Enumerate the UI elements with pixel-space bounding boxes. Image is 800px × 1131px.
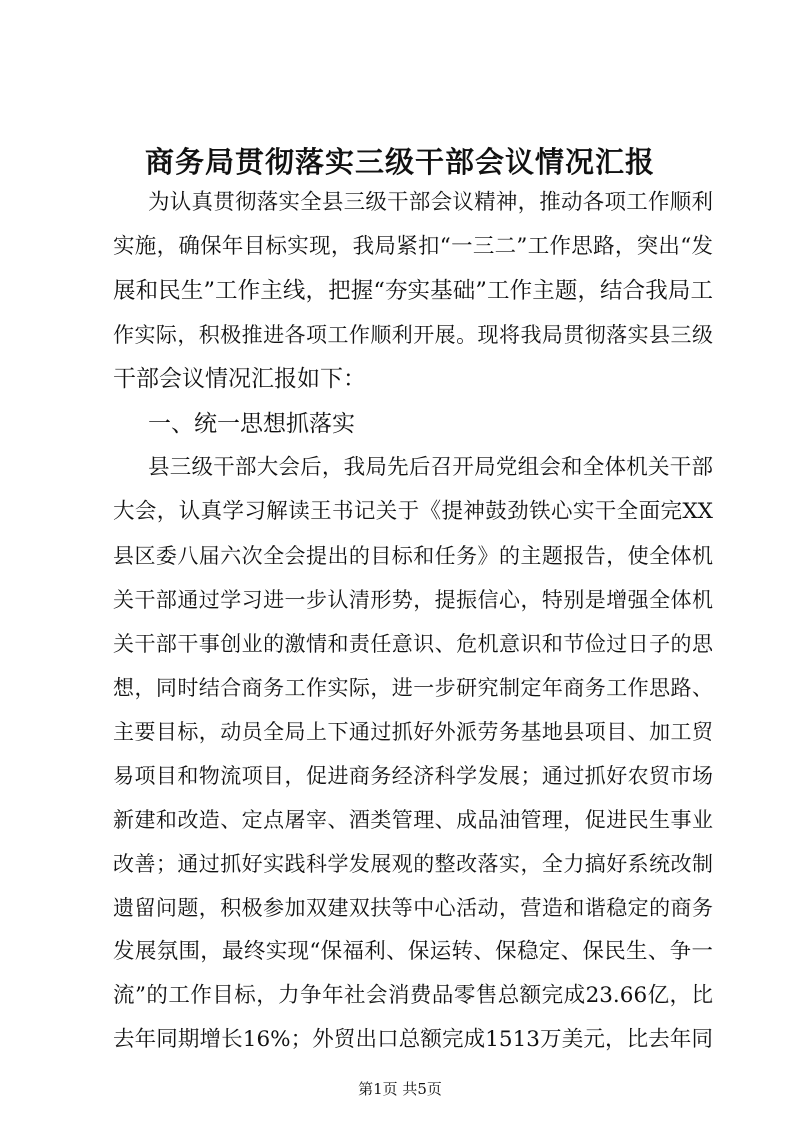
body-line: 发展氛围，最终实现“保福利、保运转、保稳定、保民生、争一 bbox=[113, 939, 713, 964]
section-heading: 一、统一思想抓落实 bbox=[148, 411, 355, 437]
body-line: 展和民生”工作主线，把握“夯实基础”工作主题，结合我局工 bbox=[113, 278, 713, 304]
document-title: 商务局贯彻落实三级干部会议情况汇报 bbox=[144, 145, 655, 179]
body-line: 主要目标，动员全局上下通过抓好外派劳务基地县项目、加工贸 bbox=[113, 720, 713, 744]
body-line: 新建和改造、定点屠宰、酒类管理、成品油管理，促进民生事业 bbox=[113, 808, 713, 832]
body-line: 关干部干事创业的激情和责任意识、危机意识和节俭过日子的思 bbox=[113, 632, 713, 656]
body-line: 关干部通过学习进一步认清形势，提振信心，特别是增强全体机 bbox=[113, 588, 713, 612]
body-line: 大会，认真学习解读王书记关于《提神鼓劲铁心实干全面完XX bbox=[113, 499, 713, 524]
body-line: 县三级干部大会后，我局先后召开局党组会和全体机关干部 bbox=[148, 455, 713, 480]
body-line: 干部会议情况汇报如下： bbox=[113, 366, 366, 392]
body-line: 流”的工作目标，力争年社会消费品零售总额完成23.66亿，比 bbox=[113, 983, 713, 1008]
body-line: 实施，确保年目标实现，我局紧扣“一三二”工作思路，突出“发 bbox=[113, 234, 713, 259]
body-line: 想，同时结合商务工作实际，进一步研究制定年商务工作思路、 bbox=[113, 676, 713, 700]
body-line: 易项目和物流项目，促进商务经济科学发展；通过抓好农贸市场 bbox=[113, 764, 713, 788]
body-line: 县区委八届六次全会提出的目标和任务》的主题报告，使全体机 bbox=[113, 544, 713, 568]
body-line: 去年同期增长16%；外贸出口总额完成1513万美元，比去年同 bbox=[113, 1027, 713, 1052]
body-line: 为认真贯彻落实全县三级干部会议精神，推动各项工作顺利 bbox=[148, 190, 713, 215]
body-line: 遗留问题，积极参加双建双扶等中心活动，营造和谐稳定的商务 bbox=[113, 896, 713, 920]
page-footer: 第1页 共5页 bbox=[358, 1080, 442, 1098]
body-line: 作实际，积极推进各项工作顺利开展。现将我局贯彻落实县三级 bbox=[113, 323, 713, 347]
body-line: 改善；通过抓好实践科学发展观的整改落实，全力搞好系统改制 bbox=[113, 852, 713, 876]
